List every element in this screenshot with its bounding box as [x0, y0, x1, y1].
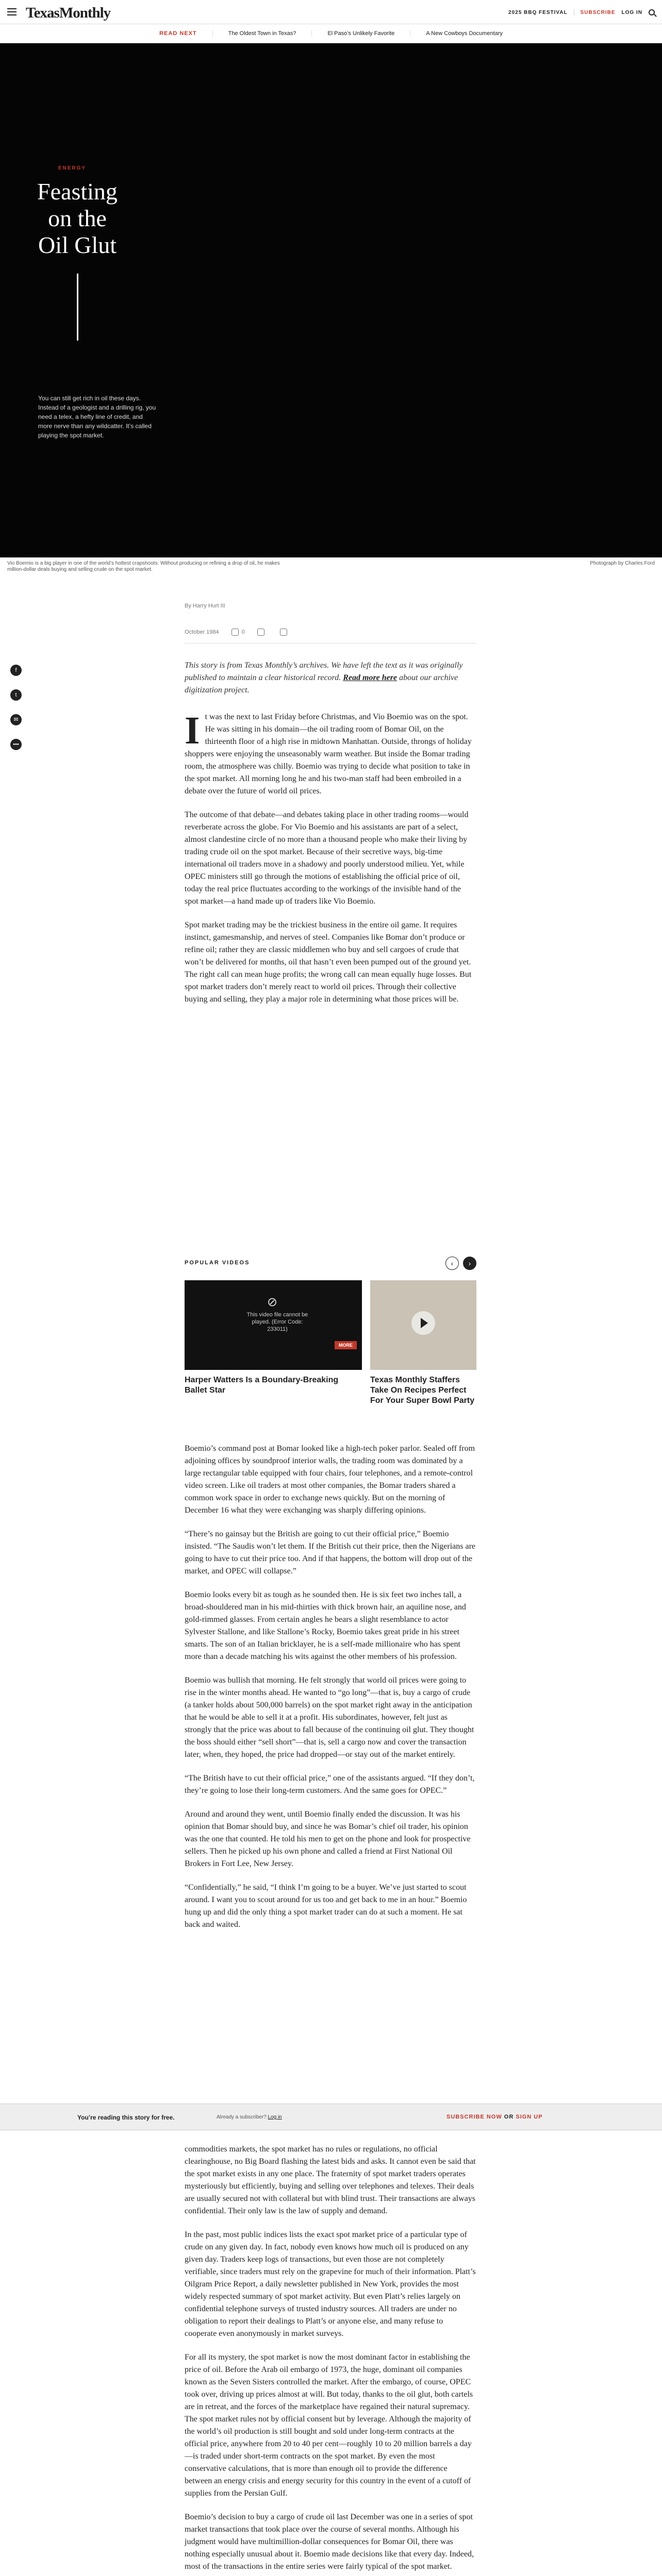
- archive-link[interactable]: Read more here: [343, 673, 398, 682]
- article-body-1: [185, 711, 476, 1017]
- error-icon: ⊘: [267, 1295, 278, 1309]
- prev-arrow-icon[interactable]: ‹: [445, 1257, 459, 1270]
- video-title[interactable]: Texas Monthly Staffers Take On Recipes Perfect For Your Super Bowl Party: [370, 1376, 475, 1405]
- login-prefix: Already a subscriber?: [217, 2114, 267, 2120]
- sign-up-button[interactable]: SIGN UP: [516, 2114, 543, 2120]
- paragraph: commodities markets, the spot market has no rules or regulations, no official clearinghouse, no Big Board flashing the latest bids and asks. It cannot even be said that the spot market exists in any one place. The fraternity of spot market traders operates mysteriously but efficiently, buying and selling over telephones and telexes. Their deals are usually secured not with collateral but with blind trust. Their transactions are always confidential. Their only law is the law of supply and demand.: [185, 2145, 476, 2215]
- video-title[interactable]: Harper Watters Is a Boundary-Breaking Ballet Star: [185, 1376, 339, 1395]
- byline[interactable]: By Harry Hurt III: [185, 603, 225, 609]
- paragraph: “Confidentially,” he said, “I think I’m going to be a buyer. We’ve just started to scout around. I want you to scout around for us too and get back to me in an hour.” Boemio hung up and did the only thing a spot market trader can do at such a moment. He sat back and waited.: [185, 1883, 467, 1929]
- paragraph: Spot market trading may be the trickiest business in the entire oil game. It requires instinct, gamesmanship, and nerves of steel. Companies like Bomar don’t produce or refine oil; rather they are classic middlemen who buy and sell cargoes of crude that won’t be delivered for months, oil that hasn’t even been pumped out of the ground yet. The right call can mean huge profits; the wrong call can mean equally huge losses. But spot market traders don’t merely react to world oil prices. Through their collective buying and selling, they play a major role in determining what those prices will be.: [185, 921, 472, 1004]
- archive-tail: about our archive digitization project.: [185, 673, 458, 694]
- login-link[interactable]: LOG IN: [621, 9, 642, 15]
- category-kicker[interactable]: ENERGY: [58, 165, 87, 171]
- bookmark-icon[interactable]: [257, 629, 264, 636]
- paragraph: Boemio looks every bit as tough as he sounded then. He is six feet two inches tall, a broad-shouldered man in his mid-thirties with thick brown hair, an aquiline nose, and gold-rimmed glasses. From certain angles he bears a slight resemblance to actor Sylvester Stallone, and like Stallone’s Rocky, Boemio takes great pride in his street smarts. The son of an Italian bricklayer, he is a self-made millionaire who has spent more than a decade matching his wits against the other members of his profession.: [185, 1590, 466, 1661]
- hero-divider: [77, 274, 78, 341]
- subscribe-link[interactable]: SUBSCRIBE: [580, 9, 616, 15]
- video-nav: [445, 1257, 476, 1270]
- article-dek: You can still get rich in oil these days. Instead of a geologist and a drilling rig, you need a telex, a hefty line of credit, and more nerve than any wildcatter. It’s called playing the spot market.: [38, 395, 156, 439]
- paragraph: “The British have to cut their official price,” one of the assistants argued. “If they don’t, they’re going to lose their long-term customers. And the same goes for OPEC.”: [185, 1774, 475, 1795]
- video-error: This video file cannot be played. (Error Code: 233011): [246, 1312, 308, 1332]
- archive-text: This story is from Texas Monthly’s archives. We have left the text as it was originally published to maintain a clear historical record.: [185, 661, 463, 682]
- top-links: [508, 9, 655, 15]
- paragraph-text: t was the next to last Friday before Christmas, and Vio Boemio was on the spot. He was sitting in his domain—the oil trading room of Bomar Oil, on the thirteenth floor of a high rise in midtown Manhattan. Outside, throngs of holiday shoppers were enjoying the unseasonably warm weather. But inside the Bomar trading room, the atmosphere was chilly. Boemio was trying to decide what position to take in the spot market. All morning long he and his two-man staff had been embroiled in a debate over the future of world oil prices.: [185, 713, 472, 795]
- comment-count: 0: [241, 629, 245, 635]
- paragraph: For all its mystery, the spot market is now the most dominant factor in establishing the price of oil. Before the Arab oil embargo of 1973, the huge, dominant oil companies known as the Seven Sisters controlled the market. After the embargo, of course, OPEC took over, driving up prices almost at will. But today, thanks to the oil glut, both cartels are in retreat, and the forces of the marketplace have regained their natural supremacy. The spot market rules not by official consent but by leverage. Although the majority of the world’s oil production is still bought and sold under long-term contracts at the official price, anywhere from 20 to 40 per cent—roughly 10 to 20 million barrels a day—is traded under short-term contracts on the spot market. By even the most conservative calculations, that is more than enough oil to provide the difference between an energy crisis and energy security for this country in the event of a cutoff of supplies from the Persian Gulf.: [185, 2353, 473, 2498]
- next-arrow-icon[interactable]: ›: [463, 1257, 476, 1270]
- bbq-festival-link[interactable]: 2025 BBQ FESTIVAL: [508, 9, 568, 15]
- email-icon[interactable]: ✉: [10, 714, 22, 725]
- facebook-icon[interactable]: f: [10, 665, 22, 676]
- comment-icon: [231, 629, 239, 636]
- share-icon[interactable]: [280, 629, 287, 636]
- video-thumbnail[interactable]: [370, 1280, 476, 1370]
- caption-text: Vio Boemio is a big player in one of the world’s hottest crapshoots: Without producing or refining a drop of oil, he makes million-dollar deals buying and selling crude on the spot market.: [7, 561, 280, 572]
- twitter-icon[interactable]: t: [10, 689, 22, 701]
- archive-note: [185, 659, 476, 697]
- paywall-message: You’re reading this story for free.: [77, 2114, 175, 2121]
- paragraph: The outcome of that debate—and debates taking place in other trading rooms—would reverberate across the globe. For Vio Boemio and his assistants are part of a select, almost clandestine circle of no more than a thousand people who make their living by trading crude oil on the spot market. Because of their secretive ways, big-time international oil traders move in a shadowy and poorly understood milieu. Yet, while OPEC ministers still go through the motions of establishing the official price of oil, today the real price fluctuates according to the workings of the invisible hand of the spot market—a hand made up of traders like Vio Boemio.: [185, 810, 469, 906]
- paragraph: Boemio was bullish that morning. He felt strongly that world oil prices were going to rise in the winter months ahead. He wanted to “go long”—that is, buy a cargo of crude (a tanker holds about 500,000 barrels) on the spot market right away in the anticipation that he would be able to sell it at a profit. His subordinates, however, felt just as strongly that the price was about to fall because of the continuing oil glut. They thought the boss should either “sell short”—that is, sell a cargo now and cover the transaction later, when, they hoped, the price had dropped—or stay out of the market entirely.: [185, 1676, 474, 1759]
- or-text: OR: [504, 2114, 514, 2120]
- more-button[interactable]: MORE: [335, 1341, 357, 1349]
- hero-image: [0, 43, 662, 557]
- article-headline: Feasting on the Oil Glut: [37, 178, 118, 258]
- publish-date: October 1984: [185, 629, 219, 635]
- more-icon[interactable]: •••: [10, 739, 22, 750]
- article-body-2: [185, 1443, 476, 1942]
- article-meta: [185, 629, 476, 636]
- play-icon[interactable]: [411, 1311, 435, 1335]
- login-prompt: [217, 2114, 282, 2120]
- video-player[interactable]: [185, 1280, 362, 1370]
- read-next-bar: [0, 24, 662, 43]
- read-next-item[interactable]: The Oldest Town in Texas?: [212, 30, 296, 37]
- comments-button[interactable]: [231, 629, 245, 636]
- popular-videos: [185, 1260, 476, 1409]
- read-next-label: READ NEXT: [159, 30, 197, 37]
- top-bar: [0, 0, 662, 24]
- photo-caption: [0, 557, 662, 572]
- read-next-item[interactable]: El Paso’s Unlikely Favorite: [311, 30, 394, 37]
- paywall-cta: [446, 2114, 543, 2120]
- read-next-item[interactable]: A New Cowboys Documentary: [410, 30, 503, 37]
- menu-icon[interactable]: [7, 8, 16, 15]
- photo-credit: Photograph by Charles Ford: [590, 561, 655, 566]
- paragraph: “There’s no gainsay but the British are going to cut their official price,” Boemio insisted. “The Saudis won’t let them. If the British cut their price, then the Nigerians are going to have to cut their price too. And if that happens, the bottom will drop out of the market, and OPEC will collapse.”: [185, 1530, 475, 1575]
- paragraph: Around and around they went, until Boemio finally ended the discussion. It was his opinion that Bomar should buy, and since he was Bomar’s chief oil trader, his opinion was the one that counted. He told his men to get on the phone and look for prospective sellers. Then he picked up his own phone and called a friend at First National Oil Brokers in Fort Lee, New Jersey.: [185, 1810, 471, 1868]
- subscribe-now-button[interactable]: SUBSCRIBE NOW: [446, 2114, 502, 2120]
- paywall-banner: [0, 2104, 662, 2130]
- videos-heading: POPULAR VIDEOS: [185, 1260, 250, 1266]
- drop-cap: I: [185, 709, 200, 752]
- share-rail: [10, 665, 26, 764]
- site-logo[interactable]: TexasMonthly: [26, 5, 111, 21]
- paragraph: In the past, most public indices lists the exact spot market price of a particular type of crude on any given day. In fact, nobody even knows how much oil is produced on any given day. Traders keep logs of transactions, but even those are not completely verifiable, since traders must rely on the grapevine for much of their information. Platt’s Oilgram Price Report, a daily newsletter published in New York, provides the most widely respected summary of spot market activity. But even Platt’s relies largely on confidential telephone surveys of trusted industry sources. All traders are under no obligation to report their dealings to Platt’s or anyone else, and many refuse to cooperate even anonymously in market surveys.: [185, 2230, 476, 2338]
- article-body-3: [185, 2143, 476, 2576]
- paragraph: [185, 711, 476, 798]
- paywall-login-link[interactable]: Log in: [268, 2114, 282, 2120]
- paragraph: Boemio’s command post at Bomar looked like a high-tech poker parlor. Sealed off from adjoining offices by soundproof interior walls, the trading room was dominated by a large rectangular table equipped with four chairs, four telephones, and a remote-control video screen. Like oil traders at most other companies, the Bomar traders shared a common work space in order to exchange news quickly. But on the morning of December 16 what they were exchanging was sharply differing opinions.: [185, 1444, 475, 1515]
- paragraph: Boemio’s decision to buy a cargo of crude oil last December was one in a series of spot market transactions that took place over the course of several months. Although his judgment would have multimillion-dollar consequences for Bomar Oil, there was nothing especially unusual about it. Boemio made decisions like that every day. Indeed, most of the transactions in the entire series were fairly typical of the spot market.: [185, 2513, 474, 2571]
- search-icon[interactable]: [649, 9, 655, 15]
